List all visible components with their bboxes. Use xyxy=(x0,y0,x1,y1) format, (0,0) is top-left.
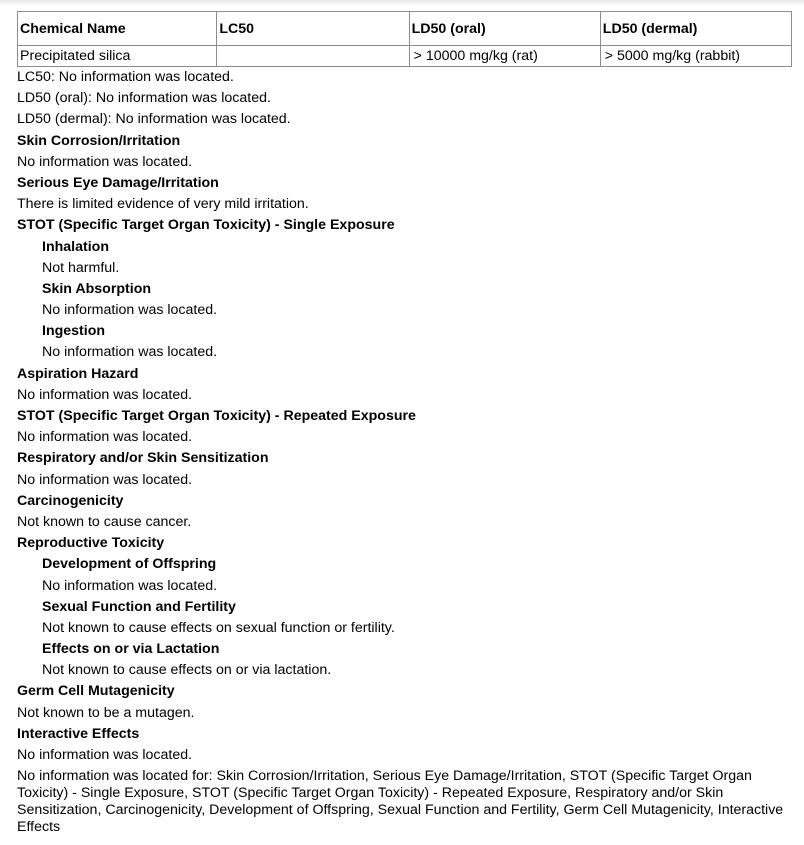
cell-lc50 xyxy=(217,46,409,67)
section-heading-skin-corrosion: Skin Corrosion/Irritation xyxy=(17,132,181,149)
subsection-heading-offspring: Development of Offspring xyxy=(42,556,217,573)
section-heading-aspiration: Aspiration Hazard xyxy=(17,365,139,382)
subsection-text-inhalation: Not harmful. xyxy=(42,259,120,276)
section-heading-carcinogenicity: Carcinogenicity xyxy=(17,492,124,509)
header-chemical-name: Chemical Name xyxy=(18,12,217,46)
section-heading-sensitization: Respiratory and/or Skin Sensitization xyxy=(17,450,269,467)
section-text-aspiration: No information was located. xyxy=(17,386,193,403)
section-heading-stot-repeated: STOT (Specific Target Organ Toxicity) - Repeated Exposure xyxy=(17,408,416,424)
subsection-heading-lactation: Effects on or via Lactation xyxy=(42,641,220,658)
section-text-sensitization: No information was located. xyxy=(17,471,193,488)
section-text-stot-repeated: No information was located. xyxy=(17,429,193,446)
section-text-skin-corrosion: No information was located. xyxy=(17,153,193,170)
header-ld50-dermal: LD50 (dermal) xyxy=(600,12,791,46)
cell-chemical-name: Precipitated silica xyxy=(18,46,217,67)
cell-ld50-dermal: > 5000 mg/kg (rabbit) xyxy=(600,46,791,67)
lc50-summary: LC50: No information was located. xyxy=(17,69,234,85)
ld50-dermal-summary: LD50 (dermal): No information was located. xyxy=(17,111,291,128)
section-heading-stot-single: STOT (Specific Target Organ Toxicity) - Single Exposure xyxy=(17,217,395,234)
header-ld50-oral: LD50 (oral) xyxy=(409,12,600,46)
subsection-text-fertility: Not known to cause effects on sexual function or fertility. xyxy=(42,619,395,636)
subsection-heading-inhalation: Inhalation xyxy=(42,238,109,255)
subsection-heading-skin-absorption: Skin Absorption xyxy=(42,280,152,297)
toxicity-table xyxy=(17,11,792,67)
subsection-text-skin-absorption: No information was located. xyxy=(42,302,218,319)
top-shadow xyxy=(0,0,804,6)
table-header-row xyxy=(18,12,792,46)
section-text-germ-cell: Not known to be a mutagen. xyxy=(17,704,195,721)
subsection-heading-ingestion: Ingestion xyxy=(42,323,106,340)
section-heading-interactive: Interactive Effects xyxy=(17,725,140,742)
footer-note: No information was located for: Skin Corrosion/Irritation, Serious Eye Damage/Irritation, STOT (Specific Target Organ Toxicity) - Single Exposure, STOT (Specific Target Organ Toxicity) - Repeated Exposure, Respiratory and/or Skin Sensitization, Carcinogenicity, Development of Offspring, Sexual Function and Fertility, Germ Cell Mutagenicity, Interactive Effects xyxy=(17,768,784,836)
ld50-oral-summary: LD50 (oral): No information was located. xyxy=(17,90,271,107)
cell-ld50-oral: > 10000 mg/kg (rat) xyxy=(409,46,600,67)
toxicology-content xyxy=(17,67,792,836)
header-lc50: LC50 xyxy=(217,12,409,46)
section-heading-germ-cell: Germ Cell Mutagenicity xyxy=(17,683,175,700)
section-text-eye-damage: There is limited evidence of very mild irritation. xyxy=(17,196,309,213)
subsection-text-offspring: No information was located. xyxy=(42,577,218,594)
subsection-heading-fertility: Sexual Function and Fertility xyxy=(42,598,236,615)
table-row xyxy=(18,46,792,67)
subsection-text-ingestion: No information was located. xyxy=(42,344,218,361)
subsection-text-lactation: Not known to cause effects on or via lactation. xyxy=(42,662,332,679)
section-text-carcinogenicity: Not known to cause cancer. xyxy=(17,513,192,530)
section-heading-reproductive: Reproductive Toxicity xyxy=(17,535,165,552)
section-text-interactive: No information was located. xyxy=(17,747,193,763)
section-heading-eye-damage: Serious Eye Damage/Irritation xyxy=(17,174,219,191)
